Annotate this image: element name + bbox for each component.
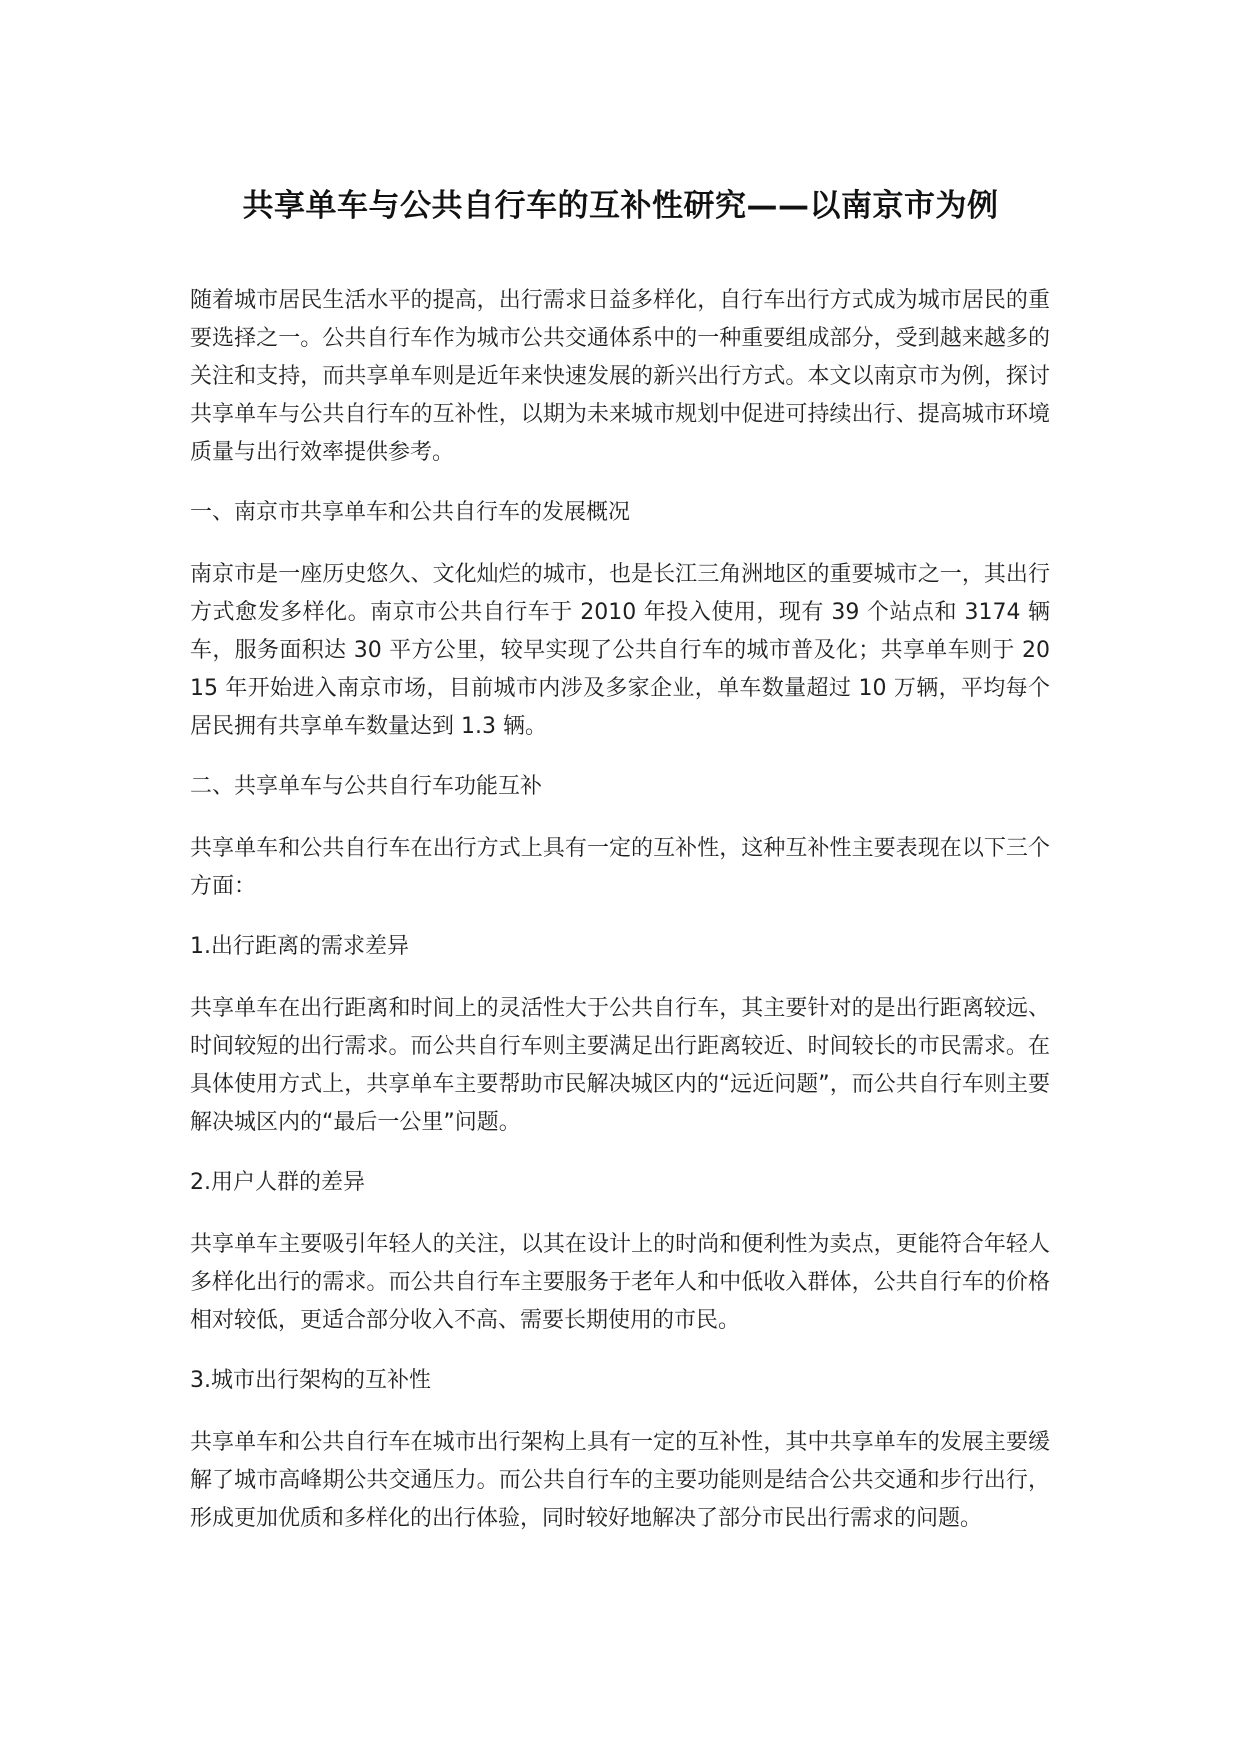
subsection-2-heading: 2.用户人群的差异 (190, 1170, 365, 1195)
document-body (190, 282, 1050, 1560)
subsection-3-heading: 3.城市出行架构的互补性 (190, 1368, 431, 1393)
document-title: 共享单车与公共自行车的互补性研究——以南京市为例 (242, 188, 999, 224)
subsection-3-paragraph: 共享单车和公共自行车在城市出行架构上具有一定的互补性，其中共享单车的发展主要缓解了城市高峰期公共交通压力。而公共自行车的主要功能则是结合公共交通和步行出行，形成更加优质和多样化的出行体验，同时较好地解决了部分市民出行需求的问题。 (190, 1430, 1050, 1531)
section-2-paragraph: 共享单车和公共自行车在出行方式上具有一定的互补性，这种互补性主要表现在以下三个方面： (190, 836, 1050, 899)
subsection-1-heading: 1.出行距离的需求差异 (190, 934, 409, 959)
section-1-paragraph: 南京市是一座历史悠久、文化灿烂的城市，也是长江三角洲地区的重要城市之一，其出行方式愈发多样化。南京市公共自行车于 2010 年投入使用，现有 39 个站点和 3174 辆车，服务面积达 30 平方公里，较早实现了公共自行车的城市普及化；共享单车则于 2015 年开始进入南京市场，目前城市内涉及多家企业，单车数量超过 10 万辆，平均每个居民拥有共享单车数量达到 1.3 辆。 (190, 562, 1050, 739)
subsection-2-paragraph: 共享单车主要吸引年轻人的关注，以其在设计上的时尚和便利性为卖点，更能符合年轻人多样化出行的需求。而公共自行车主要服务于老年人和中低收入群体，公共自行车的价格相对较低，更适合部分收入不高、需要长期使用的市民。 (190, 1232, 1050, 1333)
intro-paragraph: 随着城市居民生活水平的提高，出行需求日益多样化，自行车出行方式成为城市居民的重要选择之一。公共自行车作为城市公共交通体系中的一种重要组成部分，受到越来越多的关注和支持，而共享单车则是近年来快速发展的新兴出行方式。本文以南京市为例，探讨共享单车与公共自行车的互补性，以期为未来城市规划中促进可持续出行、提高城市环境质量与出行效率提供参考。 (190, 288, 1050, 465)
section-1-heading: 一、南京市共享单车和公共自行车的发展概况 (190, 500, 631, 525)
subsection-1-paragraph: 共享单车在出行距离和时间上的灵活性大于公共自行车，其主要针对的是出行距离较远、时间较短的出行需求。而公共自行车则主要满足出行距离较近、时间较长的市民需求。在具体使用方式上，共享单车主要帮助市民解决城区内的“远近问题”，而公共自行车则主要解决城区内的“最后一公里”问题。 (190, 996, 1050, 1135)
section-2-heading: 二、共享单车与公共自行车功能互补 (190, 774, 543, 799)
